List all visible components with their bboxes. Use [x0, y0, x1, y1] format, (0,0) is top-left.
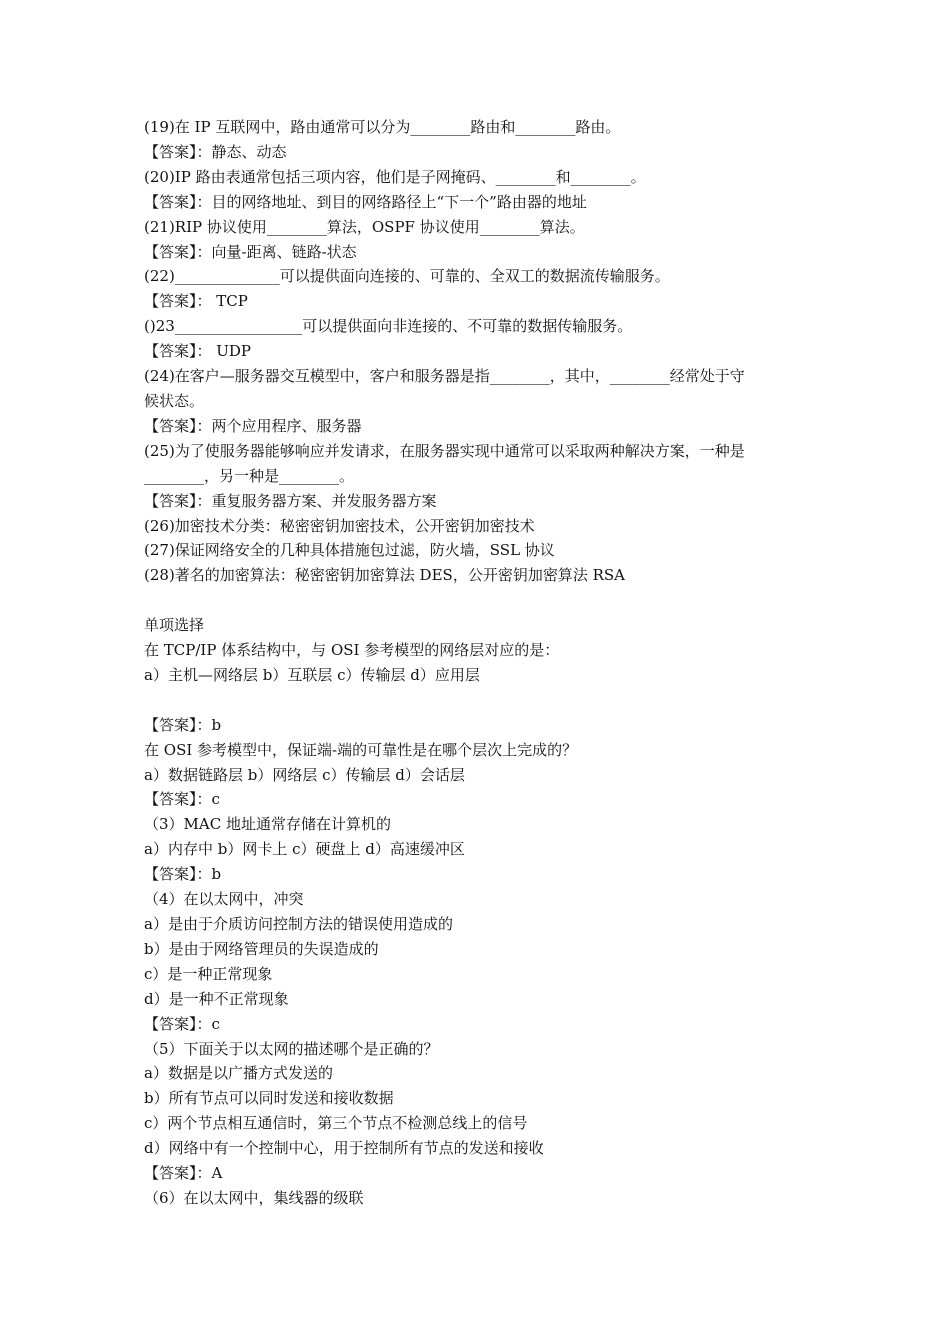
blank-line — [144, 588, 824, 613]
text-line: (28)著名的加密算法：秘密密钥加密算法 DES，公开密钥加密算法 RSA — [144, 566, 625, 585]
text-line: (21)RIP 协议使用________算法，OSPF 协议使用________算法。 — [144, 217, 585, 236]
text-line: (20)IP 路由表通常包括三项内容，他们是子网掩码、________和________。 — [144, 167, 646, 186]
text-line: d）是一种不正常现象 — [144, 989, 289, 1008]
text-line: (26)加密技术分类：秘密密钥加密技术，公开密钥加密技术 — [144, 516, 535, 535]
answer-line: 【答案】：b — [144, 865, 222, 884]
blank-line — [144, 688, 824, 713]
answer-line: 【答案】：c — [144, 1014, 220, 1033]
text-line: (27)保证网络安全的几种具体措施包过滤，防火墙，SSL 协议 — [144, 541, 555, 560]
text-line: c）是一种正常现象 — [144, 964, 273, 983]
text-line: d）网络中有一个控制中心，用于控制所有节点的发送和接收 — [144, 1139, 544, 1158]
text-line: (22)______________可以提供面向连接的、可靠的、全双工的数据流传输服务。 — [144, 267, 670, 286]
text-line: (24)在客户—服务器交互模型中，客户和服务器是指________，其中，________经常处于守 — [144, 367, 745, 386]
text-line: 在 OSI 参考模型中，保证端-端的可靠性是在哪个层次上完成的？ — [144, 740, 578, 759]
answer-line: 【答案】： UDP — [144, 342, 252, 361]
text-line: （6）在以太网中，集线器的级联 — [144, 1188, 364, 1207]
text-line: c）两个节点相互通信时，第三个节点不检测总线上的信号 — [144, 1114, 528, 1133]
text-line: a）是由于介质访问控制方法的错误使用造成的 — [144, 914, 453, 933]
document-page — [144, 115, 824, 1211]
text-line: ________，另一种是________。 — [144, 466, 355, 485]
text-line: 候状态。 — [144, 391, 205, 410]
text-line: 单项选择 — [144, 616, 205, 635]
text-line: (19)在 IP 互联网中，路由通常可以分为________路由和________路由。 — [144, 118, 621, 136]
text-line: a）主机—网络层 b）互联层 c）传输层 d）应用层 — [144, 665, 480, 684]
answer-line: 【答案】：b — [144, 715, 222, 734]
text-line: （4）在以太网中，冲突 — [144, 890, 304, 909]
answer-line: 【答案】：两个应用程序、服务器 — [144, 416, 362, 435]
text-line: b）是由于网络管理员的失误造成的 — [144, 939, 379, 958]
answer-line: 【答案】：静态、动态 — [144, 142, 287, 161]
text-line: （5）下面关于以太网的描述哪个是正确的？ — [144, 1039, 439, 1058]
answer-line: 【答案】：向量-距离、链路-状态 — [144, 242, 357, 261]
text-line: a）内存中 b）网卡上 c）硬盘上 d）高速缓冲区 — [144, 840, 465, 859]
text-line: b）所有节点可以同时发送和接收数据 — [144, 1089, 394, 1108]
answer-line: 【答案】：c — [144, 790, 220, 809]
text-line: a）数据链路层 b）网络层 c）传输层 d）会话层 — [144, 765, 465, 784]
text-line: （3）MAC 地址通常存储在计算机的 — [144, 815, 391, 834]
text-line: ()23_________________可以提供面向非连接的、不可靠的数据传输服务。 — [144, 317, 633, 336]
text-line: a）数据是以广播方式发送的 — [144, 1064, 333, 1083]
text-line: (25)为了使服务器能够响应并发请求，在服务器实现中通常可以采取两种解决方案，一种是 — [144, 441, 745, 460]
answer-line: 【答案】：重复服务器方案、并发服务器方案 — [144, 491, 437, 510]
text-line: 在 TCP/IP 体系结构中，与 OSI 参考模型的网络层对应的是： — [144, 641, 560, 660]
answer-line: 【答案】：目的网络地址、到目的网络路径上“下一个”路由器的地址 — [144, 192, 587, 211]
answer-line: 【答案】：A — [144, 1164, 223, 1183]
answer-line: 【答案】： TCP — [144, 292, 248, 311]
